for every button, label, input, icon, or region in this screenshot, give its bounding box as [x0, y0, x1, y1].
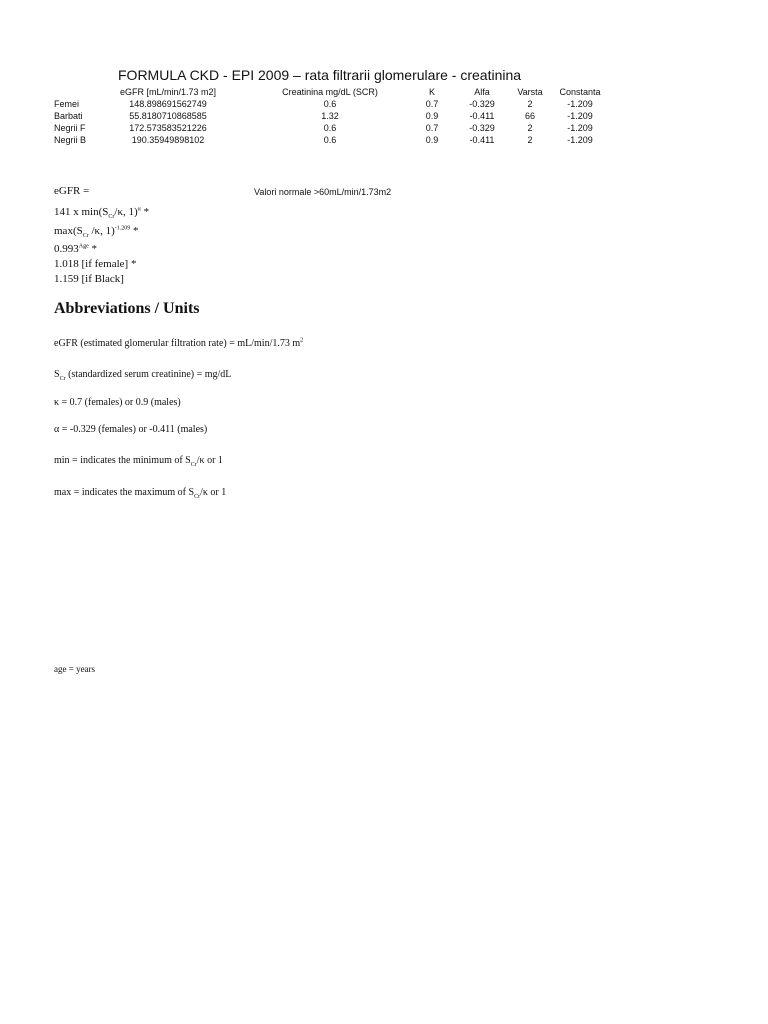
table-row	[0, 134, 768, 146]
abbr-text: min = indicates the minimum of S	[54, 455, 191, 466]
abbr-egfr	[54, 338, 303, 349]
cell-varsta: 2	[527, 135, 533, 145]
header-egfr: eGFR [mL/min/1.73 m2]	[119, 87, 217, 97]
abbr-max	[54, 487, 226, 498]
row-label: Femei	[54, 99, 80, 109]
abbr-text: /κ or 1	[196, 455, 223, 466]
egfr-label: eGFR =	[54, 185, 90, 197]
cell-egfr: 55.8180710868585	[129, 111, 207, 121]
abbr-text: (standardized serum creatinine) = mg/dL	[65, 369, 232, 380]
abbr-subscript: Cr	[194, 494, 201, 500]
formula-line-black: 1.159 [if Black]	[54, 273, 124, 285]
row-label: Barbati	[54, 111, 83, 121]
table-row	[0, 110, 768, 122]
table-row	[0, 98, 768, 110]
formula-text: *	[130, 225, 139, 237]
cell-constanta: -1.209	[567, 99, 593, 109]
cell-constanta: -1.209	[567, 111, 593, 121]
header-constanta: Constanta	[559, 87, 601, 97]
formula-subscript: Cr	[108, 214, 115, 221]
cell-k: 0.7	[425, 123, 439, 133]
abbr-kappa: κ = 0.7 (females) or 0.9 (males)	[54, 397, 181, 408]
abbr-min	[54, 455, 223, 466]
formula-text: /κ, 1)	[88, 225, 115, 237]
cell-creatinine: 0.6	[323, 123, 337, 133]
abbr-subscript: Cr	[190, 462, 197, 468]
cell-egfr: 190.35949898102	[131, 135, 205, 145]
header-k: K	[428, 87, 435, 97]
formula-line-max	[54, 225, 139, 240]
cell-alfa: -0.329	[469, 99, 495, 109]
cell-k: 0.7	[425, 99, 439, 109]
page-title: FORMULA CKD - EPI 2009 – rata filtrarii glomerulare - creatinina	[118, 67, 522, 83]
abbr-text: S	[54, 369, 60, 380]
cell-alfa: -0.411	[469, 111, 495, 121]
abbr-age: age = years	[54, 664, 96, 674]
formula-subscript: Cr	[82, 233, 89, 240]
table-header-row	[0, 86, 768, 98]
header-creatinine: Creatinina mg/dL (SCR)	[282, 87, 378, 97]
abbr-text: max = indicates the maximum of S	[54, 487, 195, 498]
row-label: Negrii B	[54, 135, 87, 145]
cell-egfr: 172.573583521226	[129, 123, 207, 133]
cell-creatinine: 1.32	[321, 111, 339, 121]
cell-egfr: 148.898691562749	[129, 99, 207, 109]
cell-varsta: 2	[527, 123, 533, 133]
formula-text: /κ, 1)	[114, 206, 138, 218]
formula-text: 141 x min(S	[54, 206, 109, 218]
cell-varsta: 66	[524, 111, 535, 121]
formula-superscript: Age	[78, 243, 89, 250]
header-varsta: Varsta	[517, 87, 543, 97]
cell-k: 0.9	[425, 111, 439, 121]
formula-line-age	[54, 243, 97, 255]
row-label: Negrii F	[54, 123, 86, 133]
header-alfa: Alfa	[474, 87, 490, 97]
formula-text: *	[88, 243, 97, 255]
cell-constanta: -1.209	[567, 135, 593, 145]
cell-alfa: -0.411	[469, 135, 495, 145]
table-row	[0, 122, 768, 134]
cell-creatinine: 0.6	[323, 135, 337, 145]
formula-line-female: 1.018 [if female] *	[54, 258, 137, 270]
formula-superscript: -1.209	[114, 225, 131, 232]
cell-k: 0.9	[425, 135, 439, 145]
normal-values-note: Valori normale >60mL/min/1.73m2	[254, 187, 392, 197]
abbr-text: eGFR (estimated glomerular filtration rate) = mL/min/1.73 m	[54, 338, 301, 349]
abbr-subscript: Cr	[59, 376, 66, 382]
abbr-text: /κ or 1	[200, 487, 227, 498]
cell-alfa: -0.329	[469, 123, 495, 133]
abbr-superscript: 2	[300, 337, 304, 344]
formula-line-min	[54, 206, 150, 221]
abbr-alpha: α = -0.329 (females) or -0.411 (males)	[54, 424, 208, 435]
abbr-scr	[54, 369, 231, 380]
abbreviations-heading: Abbreviations / Units	[54, 300, 200, 317]
formula-text: max(S	[54, 225, 83, 237]
cell-creatinine: 0.6	[323, 99, 337, 109]
cell-varsta: 2	[527, 99, 533, 109]
formula-text: *	[140, 206, 150, 218]
cell-constanta: -1.209	[567, 123, 593, 133]
formula-text: 0.993	[54, 243, 79, 255]
formula-superscript: α	[137, 206, 141, 213]
